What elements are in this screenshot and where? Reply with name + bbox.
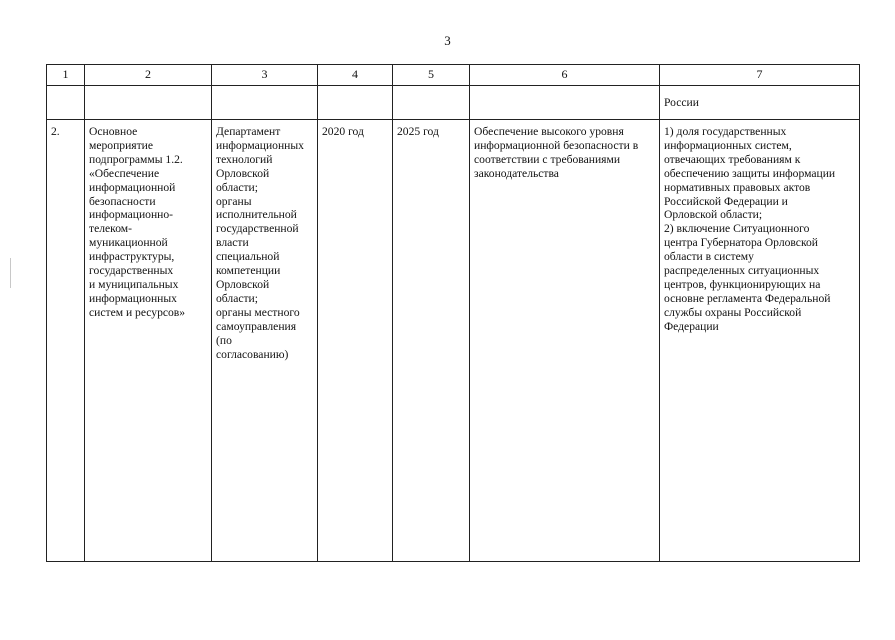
table-cell [47, 86, 85, 120]
column-number-cell: 7 [660, 65, 860, 86]
column-number-cell: 1 [47, 65, 85, 86]
table-cell [393, 86, 470, 120]
indicators-cell: 1) доля государственных информационных систем, отвечающих требованиям к обеспечению защиты информации нормативных правовых актов Российской Федерации и Орловской области; 2) включение Ситуационного центра Губернатора Орловской области в систему распределенных ситуационных центров, функционирующих на основне регламента Федеральной службы охраны Российской Федерации [660, 120, 860, 562]
column-number-cell: 6 [470, 65, 660, 86]
column-number-cell: 4 [318, 65, 393, 86]
table-cell [85, 86, 212, 120]
continuation-row [47, 86, 860, 120]
table-row [47, 120, 860, 562]
expected-result-cell: Обеспечение высокого уровня информационной безопасности в соответствии с требованиями законодательства [470, 120, 660, 562]
program-activities-table [46, 64, 860, 562]
scan-artifact [10, 258, 11, 288]
page-number: 3 [444, 33, 451, 48]
table-cell [212, 86, 318, 120]
responsible-executor-cell: Департамент информационных технологий Орловской области; органы исполнительной государственной власти специальной компетенции Орловской области; органы местного самоуправления (по согласованию) [212, 120, 318, 562]
activity-name-cell: Основное мероприятие подпрограммы 1.2. «Обеспечение информационной безопасности информационно- телеком- муникационной инфраструктуры, государственных и муниципальных информационных систем и ресурсов» [85, 120, 212, 562]
column-number-cell: 5 [393, 65, 470, 86]
table-cell [470, 86, 660, 120]
row-number-cell: 2. [47, 120, 85, 562]
end-year-cell: 2025 год [393, 120, 470, 562]
column-number-cell: 2 [85, 65, 212, 86]
start-year-cell: 2020 год [318, 120, 393, 562]
table-cell: России [660, 86, 860, 120]
column-number-cell: 3 [212, 65, 318, 86]
table-cell [318, 86, 393, 120]
column-number-row [47, 65, 860, 86]
